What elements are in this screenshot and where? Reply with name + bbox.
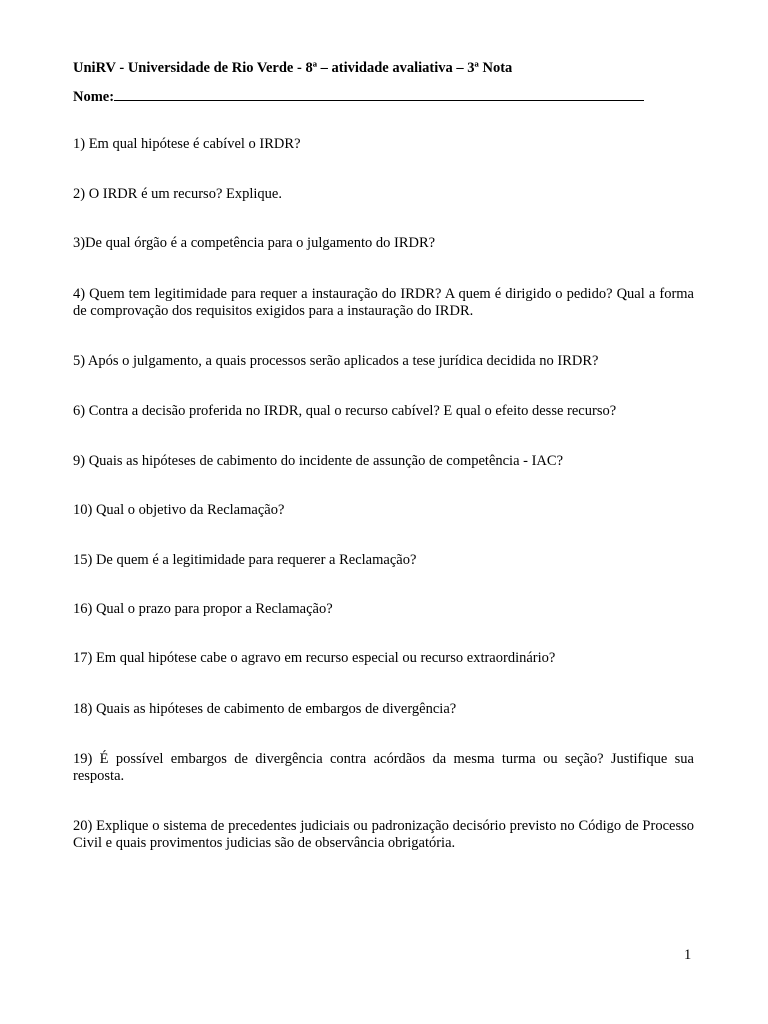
question-17: 17) Em qual hipótese cabe o agravo em recurso especial ou recurso extraordinário? <box>73 650 556 666</box>
name-label: Nome: <box>73 89 115 105</box>
question-9: 9) Quais as hipóteses de cabimento do incidente de assunção de competência - IAC? <box>73 453 564 469</box>
name-field <box>73 87 644 106</box>
document-header: UniRV - Universidade de Rio Verde - 8ª – atividade avaliativa – 3ª Nota <box>73 60 513 76</box>
question-1: 1) Em qual hipótese é cabível o IRDR? <box>73 136 301 152</box>
question-15: 15) De quem é a legitimidade para requerer a Reclamação? <box>73 552 417 568</box>
question-6: 6) Contra a decisão proferida no IRDR, qual o recurso cabível? E qual o efeito desse recurso? <box>73 403 617 419</box>
question-16: 16) Qual o prazo para propor a Reclamação? <box>73 601 333 617</box>
name-blank-line <box>114 87 644 101</box>
question-5: 5) Após o julgamento, a quais processos serão aplicados a tese jurídica decidida no IRDR? <box>73 353 599 369</box>
question-4: 4) Quem tem legitimidade para requer a instauração do IRDR? A quem é dirigido o pedido? Qual a forma de comprovação dos requisitos exigidos para a instauração do IRDR. <box>73 286 694 319</box>
question-20: 20) Explique o sistema de precedentes judiciais ou padronização decisório previsto no Código de Processo Civil e quais provimentos judicias são de observância obrigatória. <box>73 818 694 851</box>
page-number: 1 <box>684 947 692 963</box>
question-19: 19) É possível embargos de divergência contra acórdãos da mesma turma ou seção? Justifique sua resposta. <box>73 751 694 784</box>
question-3: 3)De qual órgão é a competência para o julgamento do IRDR? <box>73 235 436 251</box>
question-18: 18) Quais as hipóteses de cabimento de embargos de divergência? <box>73 701 457 717</box>
question-2: 2) O IRDR é um recurso? Explique. <box>73 186 282 202</box>
question-10: 10) Qual o objetivo da Reclamação? <box>73 502 285 518</box>
